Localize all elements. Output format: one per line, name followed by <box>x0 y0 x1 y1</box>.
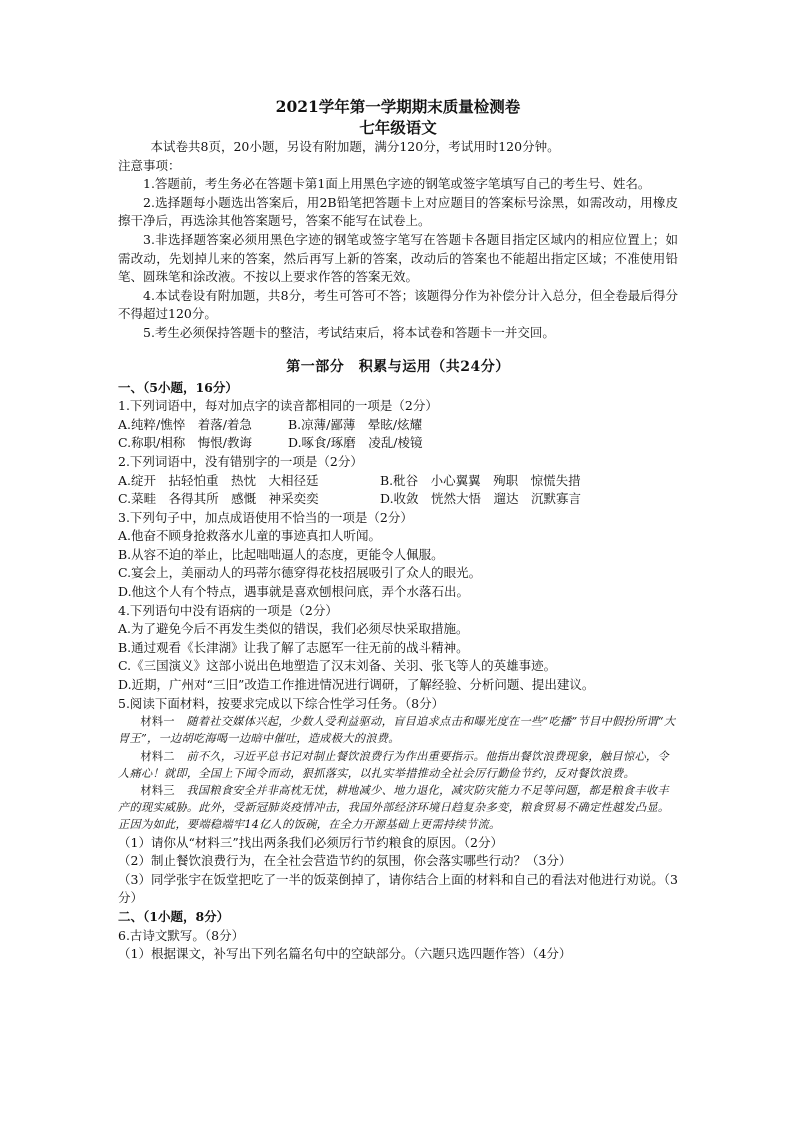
option-d: D.收敛 恍然大悟 遛达 沉默寡言 <box>380 491 582 507</box>
notice-item: 2.选择题每小题选出答案后，用2B铅笔把答题卡上对应题目的答案标号涂黑，如需改动，用橡皮擦干净后，再选涂其他答案题号，答案不能写在试卷上。 <box>118 194 678 229</box>
question-3-stem: 3.下列句子中，加点成语使用不恰当的一项是（2分） <box>118 509 413 525</box>
question-5-sub-2: （2）制止餐饮浪费行为，在全社会营造节约的氛围，你会落实哪些行动？（3分） <box>118 853 572 869</box>
question-2-options-row <box>118 472 678 491</box>
material-text: 前不久，习近平总书记对制止餐饮浪费行为作出重要指示。他指出餐饮浪费现象，触目惊心，令人痛心！就即，全国上下闻令而动，狠抓落实，以扎实举措推动全社会厉行勤俭节约，反对餐饮浪费。 <box>118 749 669 780</box>
option-b: B.从容不迫的举止，比起咄咄逼人的态度，更能令人佩服。 <box>118 546 444 562</box>
option-b: B.凉薄/鄙薄 晕眩/炫耀 <box>288 416 423 432</box>
notice-item: 4.本试卷设有附加题，共8分，考生可答可不答；该题得分作为补偿分计入总分，但全卷最后得分不得超过120分。 <box>118 287 678 322</box>
notice-item: 3.非选择题答案必须用黑色字迹的钢笔或签字笔写在答题卡各题目指定区域内的相应位置上；如需改动，先划掉儿来的答案，然后再写上新的答案，改动后的答案也不能超出指定区域；不准使用铅笔、圆珠笔和涂改液。不按以上要求作答的答案无效。 <box>118 231 678 285</box>
material-text: 我国粮食安全并非高枕无忧，耕地减少、地力退化，减灾防灾能力不足等问题，都是粮食丰收丰产的现实威胁。此外，受新冠肺炎疫情冲击，我国外部经济环境日趋复杂多变，粮食贸易不确定性越发凸显。正因为如此，要端稳端牢14亿人的饭碗，在全力开源基础上更需持续节流。 <box>118 784 670 832</box>
exam-intro: 本试卷共8页，20小题，另设有附加题，满分120分，考试用时120分钟。 <box>150 139 560 154</box>
option-a: A.绽开 拈轻怕重 热忱 大相径廷 <box>118 472 319 488</box>
option-c: C.称职/相称 悔恨/教诲 <box>118 435 253 451</box>
option-d: D.他这个人有个特点，遇事就是喜欢刨根问底，弄个水落石出。 <box>118 584 470 600</box>
notice-item: 5.考生必须保持答题卡的整洁，考试结束后，将本试卷和答题卡一并交回。 <box>143 324 555 340</box>
material-1 <box>118 713 678 747</box>
option-b: B.秕谷 小心翼翼 殉职 惊慌失措 <box>380 472 581 488</box>
section1-title: 一、（5小题，16分） <box>118 379 238 395</box>
question-1-options-row <box>118 434 678 453</box>
question-4-stem: 4.下列语句中没有语病的一项是（2分） <box>118 602 338 618</box>
option-a: A.纯粹/憔悴 着落/着急 <box>118 416 252 432</box>
option-b: B.通过观看《长津湖》让我了解了志愿军一往无前的战斗精神。 <box>118 639 469 655</box>
exam-page <box>118 96 678 964</box>
question-5-sub-1: （1）请你从“材料三”找出两条我们必须厉行节约粮食的原因。（2分） <box>118 834 503 850</box>
option-d: D.啄食/琢磨 凌乱/棱镜 <box>288 435 423 451</box>
question-1-options-row <box>118 416 678 435</box>
question-5-stem: 5.阅读下面材料，按要求完成以下综合性学习任务。（8分） <box>118 695 445 711</box>
notice-item: 1.答题前，考生务必在答题卡第1面上用黑色字迹的钢笔或签字笔填写自己的考生号、姓名。 <box>143 176 651 192</box>
option-a: A.他奋不顾身抢救落水儿童的事迹真扣人听闻。 <box>118 528 382 544</box>
question-6-sub-1: （1）根据课文，补写出下列名篇名句中的空缺部分。（六题只选四题作答）（4分） <box>118 946 572 962</box>
exam-subtitle: 七年级语文 <box>359 118 437 137</box>
question-2-stem: 2.下列词语中，没有错别字的一项是（2分） <box>118 453 363 469</box>
question-1-stem: 1.下列词语中，每对加点字的读音都相同的一项是（2分） <box>118 398 438 414</box>
question-5-sub-3: （3）同学张宇在饭堂把吃了一半的饭菜倒掉了，请你结合上面的材料和自己的看法对他进行劝说。（3分） <box>118 871 678 906</box>
exam-title: 2021学年第一学期期末质量检测卷 <box>275 97 521 116</box>
option-a: A.为了避免今后不再发生类似的错误，我们必须尽快采取措施。 <box>118 621 469 637</box>
question-2-options-row <box>118 490 678 509</box>
option-c: C.《三国演义》这部小说出色地塑造了汉末刘备、关羽、张飞等人的英雄事迹。 <box>118 658 557 674</box>
material-label: 材料三 <box>140 784 175 798</box>
section2-title: 二、（1小题，8分） <box>118 909 230 925</box>
material-text: 随着社交媒体兴起，少数人受利益驱动，盲目追求点击和曝光度在一些“吃播”节目中假扮所谓“大胃王”，一边胡吃海喝一边暗中催吐，造成极大的浪费。 <box>118 715 676 746</box>
material-label: 材料一 <box>140 715 175 729</box>
notice-label: 注意事项： <box>118 157 181 173</box>
part1-title: 第一部分 积累与运用（共24分） <box>286 358 510 375</box>
option-c: C.宴会上，美丽动人的玛蒂尔德穿得花枝招展吸引了众人的眼光。 <box>118 565 482 581</box>
question-6-stem: 6.古诗文默写。（8分） <box>118 927 245 943</box>
option-c: C.菜畦 各得其所 感慨 神采奕奕 <box>118 491 319 507</box>
option-d: D.近期，广州对“三旧”改造工作推进情况进行调研，了解经验、分析问题、提出建议。 <box>118 677 595 693</box>
material-label: 材料二 <box>140 749 175 763</box>
material-3 <box>118 782 678 834</box>
material-2 <box>118 748 678 782</box>
